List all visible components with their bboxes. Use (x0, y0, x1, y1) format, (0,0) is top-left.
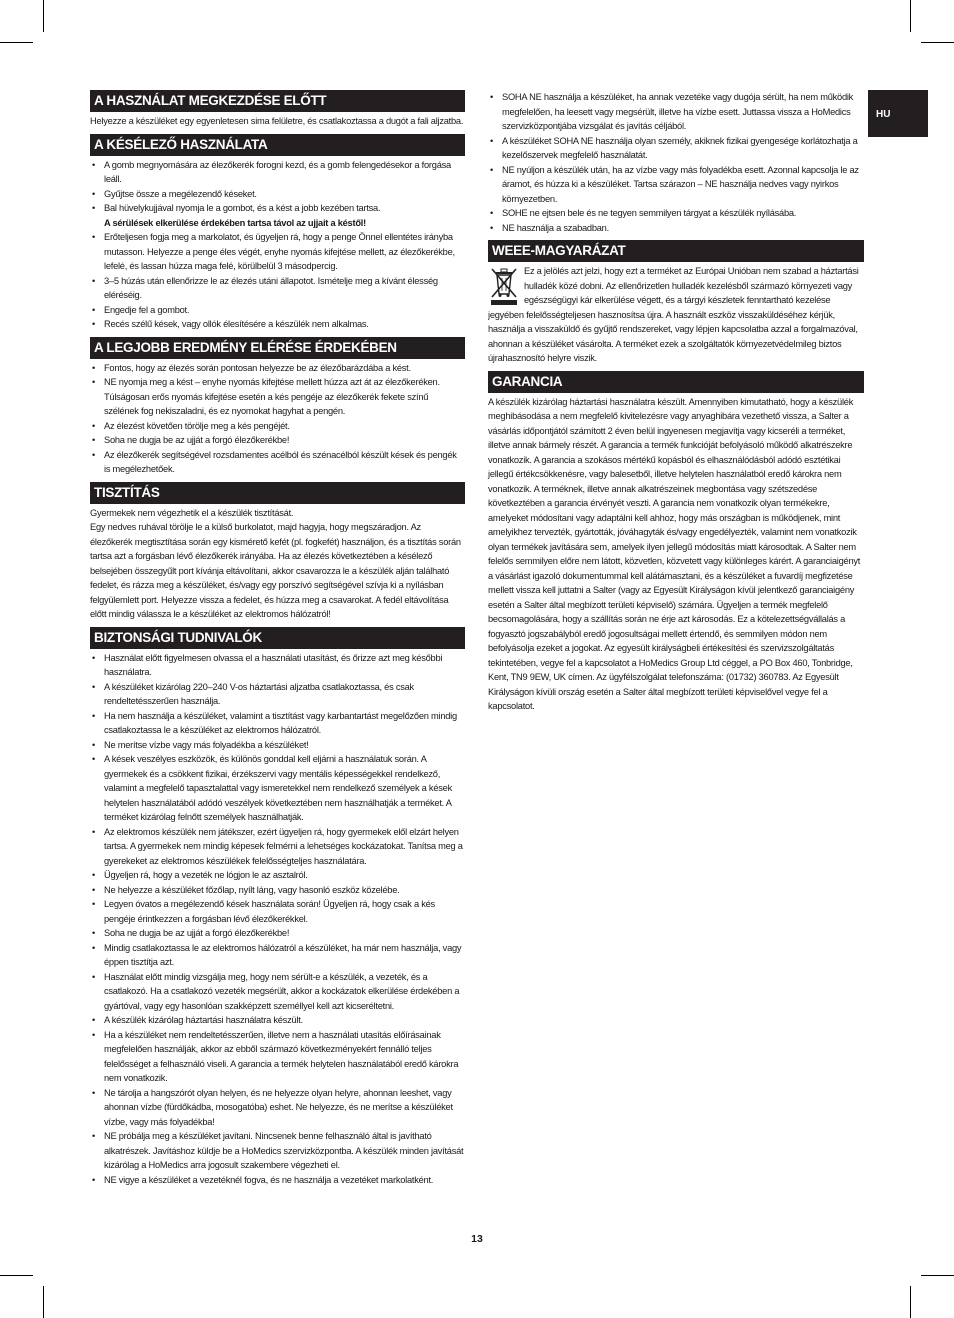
section-title: BIZTONSÁGI TUDNIVALÓK (90, 627, 465, 649)
list-item: • Ha nem használja a készüléket, valamint a tisztítást vagy karbantartást megelőzően mindig csatlakoztassa le a készüléket az elektromos hálózatról. (90, 709, 465, 738)
list-item: • Mindig csatlakoztassa le az elektromos hálózatról a készüléket, ha már nem használja, vagy éppen tisztítja azt. (90, 941, 465, 970)
list-item: • Ne tárolja a hangszórót olyan helyen, és ne helyezze olyan helyre, ahonnan leeshet, vagy ahonnan vízbe (fürdőkádba, mosogatóba) eshet. Ne helyezze, és ne merítse a készüléket vízbe, vagy más folyadékba! (90, 1086, 465, 1130)
bullet-list (488, 90, 864, 235)
bullet-list (90, 361, 465, 477)
list-item: • Ha a készüléket nem rendeltetésszerűen, illetve nem a használati utasítás előírásainak megfelelően használják, akkor az ebből származó következményekért fennálló teljes felelősséget a felhasználó viseli. A garancia a termék helytelen használatából eredő károkra nem vonatkozik. (90, 1028, 465, 1086)
crop-mark (910, 1286, 911, 1318)
warning-text: A sérülések elkerülése érdekében tartsa távol az ujjait a késtől! (104, 217, 366, 228)
crop-mark (910, 0, 911, 32)
bullet-list (90, 651, 465, 1188)
paragraph: Ez a jelölés azt jelzi, hogy ezt a terméket az Európai Unióban nem szabad a háztartási hulladék közé dobni. Az ellenőrizetlen hulladék kezelésből származó környezeti vagy egészségügyi kár elkerülése végett, és a tárgyi készletek fenntartható kezelése jegyében felelősségteljesen hasznosítsa újra. A használt eszköz visszaküldéséhez kérjük, használja a visszaküldő és gyűjtő rendszereket, vagy lépjen kapcsolatba azzal a forgalmazóval, ahonnan a készüléket vásárolta. A terméket ezek a szolgáltatók környezetvédelmileg biztos újrahasznosító helyre viszik. (488, 266, 859, 363)
section-safety (90, 627, 465, 1188)
list-item: • Az elektromos készülék nem játékszer, ezért ügyeljen rá, hogy gyermekek elől elzárt helyen tartsa. A gyermekek nem mindig képesek felmérni a lehetséges kockázatokat. Tanítsa meg a gyerekeket az elektromos készülékek felelősségteljes használatára. (90, 825, 465, 869)
section-title: WEEE-MAGYARÁZAT (488, 240, 864, 262)
section-cleaning (90, 482, 465, 622)
paragraph: Helyezze a készüléket egy egyenletesen sima felületre, és csatlakoztassa a dugót a fali aljzatba. (90, 116, 464, 126)
list-item: • Használat előtt figyelmesen olvassa el a használati utasítást, és őrizze azt meg későbbi használatra. (90, 651, 465, 680)
list-item: • Ne helyezze a készüléket főzőlap, nyílt láng, vagy hasonló eszköz közelébe. (90, 883, 465, 898)
crop-mark (921, 1275, 954, 1276)
list-item: • Erőteljesen fogja meg a markolatot, és ügyeljen rá, hogy a penge Önnel ellentétes irányba mutasson. Helyezze a penge éles végét, enyhe nyomás kifejtése mellett, az élezőkerékbe, lefelé, és lassan húzza maga felé, körülbelül 3 másodpercig. (90, 230, 465, 274)
weee-block (488, 264, 864, 366)
paragraph: Egy nedves ruhával törölje le a külső burkolatot, majd hagyja, hogy megszáradjon. Az élezőkerék megtisztítása során egy kismérető kefét (pl. fogkefét) használjon, és a tisztítás során tartsa azt a forgásban lévő élezőkerék irányába. Ha az élezés következtében a késélező belsejében összegyűlt port kívánja eltávolítani, akkor csavarozza le a készülék alján található fedelet, és rázza meg a készüléket, és/vagy egy porszívó segítségével szívja ki a nyílásban felgyülemlett port. Helyezze vissza a fedelet, és húzza meg a csavarokat. A fedél eltávolítása előtt mindig válassza le a készüléket az elektromos hálózatról! (90, 522, 461, 619)
list-item: • NE használja a szabadban. (488, 221, 864, 236)
list-item: • Az élezőkerék segítségével rozsdamentes acélból és szénacélból készült kések és pengék is megélezhetőek. (90, 448, 465, 477)
list-item: • A gomb megnyomására az élezőkerék forogni kezd, és a gomb felengedésekor a forgása leáll. (90, 158, 465, 187)
list-item: • Bal hüvelykujjával nyomja le a gombot, és a kést a jobb kezében tartsa. A sérülések elkerülése érdekében tartsa távol az ujjait a késtől! (90, 201, 465, 230)
list-item: • Soha ne dugja be az ujját a forgó élezőkerékbe! (90, 433, 465, 448)
list-item: • A készülék kizárólag háztartási használatra készült. (90, 1013, 465, 1028)
list-item: • Ügyeljen rá, hogy a vezeték ne lógjon le az asztalról. (90, 868, 465, 883)
list-item: • NE nyúljon a készülék után, ha az vízbe vagy más folyadékba esett. Azonnal kapcsolja le az áramot, és húzza ki a készüléket. Tartsa szárazon – NE használja nedves vagy nyirkos környezetben. (488, 163, 864, 207)
section-before-use (90, 90, 465, 129)
crop-mark (0, 1275, 33, 1276)
crop-mark (0, 42, 33, 43)
list-item: • SOHA NE használja a készüléket, ha annak vezetéke vagy dugója sérült, ha nem működik megfelelően, ha leesett vagy megsérült, illetve ha vízbe esett. Juttassa vissza a HoMedics szervizközpontjába vizsgálat és javítás céljából. (488, 90, 864, 134)
crop-mark (921, 42, 954, 43)
section-best-results (90, 337, 465, 477)
list-item: • A kések veszélyes eszközök, és különös gonddal kell eljárni a használatuk során. A gyermekek és a csökkent fizikai, érzékszervi vagy mentális képességekkel rendelkező, valamint a megfelelő tapasztalattal vagy ismeretekkel nem rendelkező személyek a kések helytelen használatából adódó veszélyek következtében nem használhatják a terméket. A terméket kizárólag felnőtt személyek használhatják. (90, 752, 465, 825)
list-item: • Fontos, hogy az élezés során pontosan helyezze be az élezőbarázdába a kést. (90, 361, 465, 376)
section-sharpener-use (90, 134, 465, 332)
section-title: A KÉSÉLEZŐ HASZNÁLATA (90, 134, 465, 156)
section-warranty (488, 371, 864, 714)
language-tab: HU (868, 90, 928, 137)
section-weee (488, 240, 864, 366)
list-item: • NE vigye a készüléket a vezetéknél fogva, és ne használja a vezetéket markolatként. (90, 1173, 465, 1188)
list-item: • Legyen óvatos a megélezendő kések használata során! Ügyeljen rá, hogy csak a kés pengéje érintkezzen a forgásban lévő élezőkerékkel. (90, 897, 465, 926)
list-item: • Használat előtt mindig vizsgálja meg, hogy nem sérült-e a készülék, a vezeték, és a csatlakozó. Ha a csatlakozó vezeték megsérült, akkor a kockázatok elkerülése érdekében a gyártóval, vagy egy hasonlóan szakképzett személlyel kell azt kicseréltetni. (90, 970, 465, 1014)
list-item: • A készüléket kizárólag 220–240 V-os háztartási aljzatba csatlakoztassa, és csak rendeltetésszerűen használja. (90, 680, 465, 709)
right-column (488, 90, 864, 719)
list-item: • Az élezést követően törölje meg a kés pengéjét. (90, 419, 465, 434)
list-item: • 3–5 húzás után ellenőrizze le az élezés utáni állapotot. Ismételje meg a kívánt élesség eléréséig. (90, 274, 465, 303)
list-item: • Gyűjtse össze a megélezendő késeket. (90, 187, 465, 202)
list-item: • Soha ne dugja be az ujját a forgó élezőkerékbe! (90, 926, 465, 941)
list-item: • NE nyomja meg a kést – enyhe nyomás kifejtése mellett húzza azt át az élezőkeréken. Túlságosan erős nyomás kifejtése esetén a kés pengéje az élezőkerék fekete színű szélének fog nekiszaladni, és ez nyomokat hagyhat a pengén. (90, 375, 465, 419)
left-column (90, 90, 465, 1192)
crossed-bin-icon (488, 266, 520, 306)
list-item: • A készüléket SOHA NE használja olyan személy, akiknek fizikai gyengesége korlátozhatja a kezelőszervek megfelelő használatát. (488, 134, 864, 163)
bullet-list (90, 158, 465, 332)
crop-mark (43, 0, 44, 32)
paragraph: A készülék kizárólag háztartási használatra készült. Amennyiben kimutatható, hogy a készülék meghibásodása a nem megfelelő kivitelezésre vagy anyaghibára vezethető vissza, a Salter a vásárlás időpontjától számított 2 éven belül ingyenesen megjavítja vagy kicseréli a terméket, illetve annak bármely részét. A garancia a termék funkcióját befolyásoló működő alkatrészekre vonatkozik. A garancia a szokásos mértékű kopásból és elhasználódásból adódó esztétikai jellegű értékcsökkenésre, vagy balesetből, illetve helytelen használatból eredő károkra nem vonatkozik. A terméknek, illetve annak alkatrészeinek megbontása vagy szétszedése következtében a garancia érvényét veszti. A garancia nem vonatkozik olyan termékekre, amelyeket módosítani vagy adaptálni kell ahhoz, hogy más országban is működjenek, mint amelyikhez tervezték, gyártották, jóváhagyták és/vagy engedélyezték, valamint nem vonatkozik olyan termékek javítására sem, amelyek ilyen jellegű módosítás miatt károsodtak. A Salter nem felelős semmilyen előre nem látott, közvetlen, közvetett vagy különleges kárért. A garanciaigényt a vásárlást igazoló dokumentummal kell alátámasztani, és a készüléket a fuvardíj megfizetése mellett vissza kell juttatni a Salter (vagy az Egyesült Királyságon kívül jelentkező garanciaigény esetén a Salter által megbízott területi képviselő) számára. Ügyeljen a termék megfelelő becsomagolására, hogy a szállítás során ne érje azt károsodás. Ez a kötelezettségvállalás a fogyasztó jogszabályból eredő jogosultságai mellett értendő, és semmilyen módon nem befolyásolja ezeket a jogokat. Az egyesült királyságbeli értékesítési és szervizszolgáltatás tekintetében, vegye fel a kapcsolatot a HoMedics Group Ltd céggel, a PO Box 460, Tonbridge, Kent, TN9 9EW, UK címen. Az ügyfélszolgálat telefonszáma: (01732) 360783. Az Egyesült Királyságon kívüli ország esetén a Salter által megbízott területi képviselővel vegye fel a kapcsolatot. (488, 396, 861, 711)
section-title: A LEGJOBB EREDMÉNY ELÉRÉSE ÉRDEKÉBEN (90, 337, 465, 359)
list-item: • Ne merítse vízbe vagy más folyadékba a készüléket! (90, 738, 465, 753)
list-item: • Recés szélű kések, vagy ollók élesítésére a készülék nem alkalmas. (90, 317, 465, 332)
paragraph: Gyermekek nem végezhetik el a készülék tisztítását. (90, 507, 294, 518)
list-item: • SOHE ne ejtsen bele és ne tegyen semmilyen tárgyat a készülék nyílásába. (488, 206, 864, 221)
section-safety-continued (488, 90, 864, 235)
section-title: GARANCIA (488, 371, 864, 393)
list-item: • Engedje fel a gombot. (90, 303, 465, 318)
section-title: A HASZNÁLAT MEGKEZDÉSE ELŐTT (90, 90, 465, 112)
section-title: TISZTÍTÁS (90, 482, 465, 504)
list-item: • NE próbálja meg a készüléket javítani. Nincsenek benne felhasználó által is javítható alkatrészek. Javításhoz küldje be a HoMedics szervizközpontba. A készülék minden javítását kizárólag a HoMedics arra jogosult szakembere végezheti el. (90, 1129, 465, 1173)
crop-mark (43, 1286, 44, 1318)
page-number: 13 (471, 1233, 483, 1245)
